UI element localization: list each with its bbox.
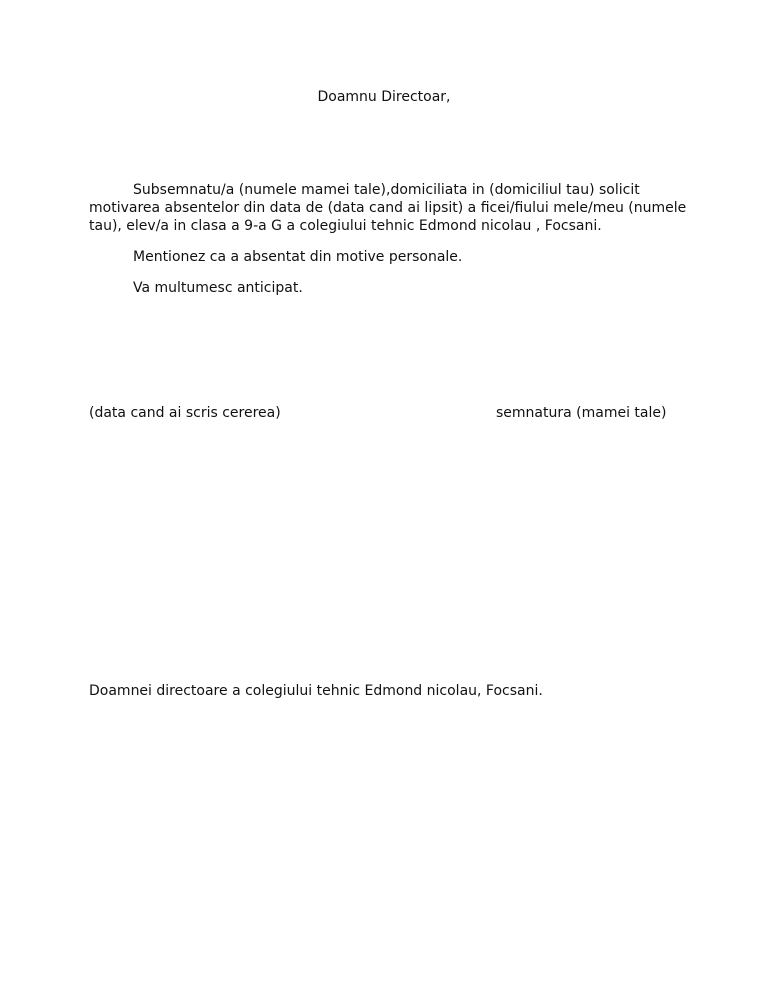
signature-placeholder: semnatura (mamei tale) (496, 405, 667, 421)
salutation-heading: Doamnu Directoar, (317, 89, 451, 105)
thanks-paragraph: Va multumesc anticipat. (133, 280, 303, 296)
addressee-line: Doamnei directoare a colegiului tehnic Edmond nicolau, Focsani. (89, 683, 543, 699)
reason-paragraph: Mentionez ca a absentat din motive personale. (133, 249, 463, 265)
request-body-paragraph: Subsemnatu/a (numele mamei tale),domiciliata in (domiciliul tau) solicit motivarea absentelor din data de (data cand ai lipsit) a ficei/fiului mele/meu (numele tau), elev/a in clasa a 9-a G a colegiului tehnic Edmond nicolau , Focsani. (89, 182, 687, 234)
date-placeholder: (data cand ai scris cererea) (89, 405, 281, 421)
